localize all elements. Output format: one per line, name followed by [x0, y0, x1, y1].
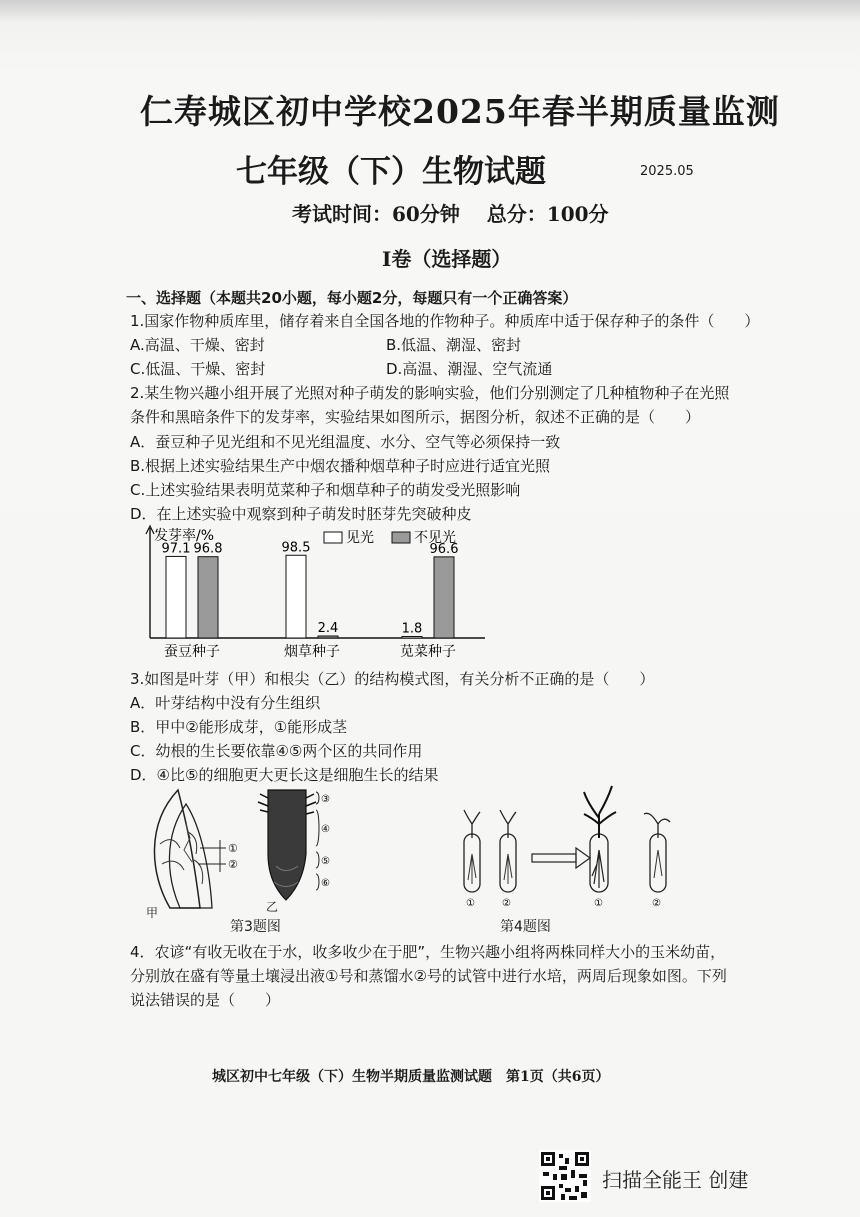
q2-stem-2: 条件和黑暗条件下的发芽率，实验结果如图所示，据图分析，叙述不正确的是（ ） [130, 408, 701, 426]
test-tube-figure [456, 784, 706, 908]
bar-0-0 [166, 556, 186, 638]
bar-value-2-1: 96.6 [429, 541, 459, 557]
tube-2-after [644, 813, 670, 892]
q2-option-d: D．在上述实验中观察到种子萌发时胚芽先突破种皮 [130, 505, 472, 523]
leaf-bud-figure [140, 784, 244, 912]
root-tip-figure [246, 786, 340, 908]
bar-value-1-0: 98.5 [281, 540, 311, 556]
bar-2-1 [434, 557, 454, 638]
category-label-0: 蚕豆种子 [164, 644, 220, 660]
q3-option-c: C．幼根的生长要依靠④⑤两个区的共同作用 [130, 742, 423, 760]
bar-0-1 [198, 557, 218, 638]
tube-1-after [584, 786, 616, 892]
germination-chart [140, 524, 520, 660]
category-label-1: 烟草种子 [284, 644, 340, 660]
scan-shadow [0, 0, 860, 22]
scanner-watermark: 扫描全能王 创建 [602, 1168, 749, 1192]
legend-swatch-1 [392, 532, 410, 543]
category-label-2: 苋菜种子 [400, 644, 456, 660]
root-mark-3: ③ [321, 794, 330, 805]
q3-option-d: D．④比⑤的细胞更大更长这是细胞生长的结果 [130, 766, 439, 784]
q1-option-b: B.低温、潮湿、密封 [386, 336, 522, 354]
bar-2-0 [402, 636, 422, 638]
page-footer: 城区初中七年级（下）生物半期质量监测试题 第1页（共6页） [212, 1069, 610, 1085]
y-axis-label: 发芽率/% [154, 528, 215, 544]
bar-1-1 [318, 636, 338, 638]
exam-info: 考试时间：60分钟 总分：100分 [292, 202, 609, 226]
q3-stem: 3.如图是叶芽（甲）和根尖（乙）的结构模式图，有关分析不正确的是（ ） [130, 670, 655, 688]
arrow-icon [532, 848, 590, 868]
legend-label-1: 不见光 [414, 530, 456, 546]
q2-option-a: A．蚕豆种子见光组和不见光组温度、水分、空气等必须保持一致 [130, 433, 561, 451]
fig3-label: 第3题图 [230, 919, 281, 935]
root-mark-6: ⑥ [321, 878, 330, 889]
jia-label: 甲 [146, 906, 159, 920]
q4-stem-1: 4．农谚“有收无收在于水，收多收少在于肥”，生物兴趣小组将两株同样大小的玉米幼苗， [130, 943, 726, 961]
yi-label: 乙 [266, 900, 279, 914]
q3-option-b: B．甲中②能形成芽，①能形成茎 [130, 718, 348, 736]
tube-2-before [500, 810, 516, 892]
bud-mark-2: ② [228, 858, 238, 871]
q2-option-c: C.上述实验结果表明苋菜种子和烟草种子的萌发受光照影响 [130, 481, 521, 499]
q4-stem-2: 分别放在盛有等量土壤浸出液①号和蒸馏水②号的试管中进行水培，两周后现象如图。下列 [130, 967, 727, 985]
tube-1-before [464, 810, 480, 892]
tube-mark-1: ① [466, 898, 475, 908]
q1-option-d: D.高温、潮湿、空气流通 [386, 360, 553, 378]
q1-option-a: A.高温、干燥、密封 [130, 336, 265, 354]
q1-option-c: C.低温、干燥、密封 [130, 360, 266, 378]
root-mark-4: ④ [321, 824, 330, 835]
bar-1-0 [286, 555, 306, 638]
school-title: 仁寿城区初中学校2025年春半期质量监测 [140, 92, 780, 131]
q2-option-b: B.根据上述实验结果生产中烟农播种烟草种子时应进行适宜光照 [130, 457, 551, 475]
q4-stem-3: 说法错误的是（ ） [130, 991, 281, 1009]
qr-code-icon [539, 1150, 591, 1202]
instructions: 一、选择题（本题共20小题，每小题2分，每题只有一个正确答案） [126, 289, 578, 307]
tube-mark-2: ② [502, 898, 511, 908]
section-title: Ⅰ卷（选择题） [382, 247, 512, 271]
paper-title: 七年级（下）生物试题 [236, 154, 546, 190]
q3-option-a: A．叶芽结构中没有分生组织 [130, 694, 321, 712]
bar-value-0-0: 97.1 [161, 541, 191, 557]
root-mark-5: ⑤ [321, 856, 330, 867]
bar-value-1-1: 2.4 [317, 620, 339, 636]
q2-stem-1: 2.某生物兴趣小组开展了光照对种子萌发的影响实验，他们分别测定了几种植物种子在光照 [130, 384, 730, 402]
tube-mark-4: ② [652, 898, 661, 908]
legend-label-0: 见光 [346, 530, 374, 546]
bud-mark-1: ① [228, 842, 238, 855]
exam-date: 2025.05 [640, 164, 694, 179]
bar-value-0-1: 96.8 [193, 541, 223, 557]
legend-swatch-0 [324, 532, 342, 543]
bar-value-2-0: 1.8 [401, 621, 423, 637]
tube-mark-3: ① [594, 898, 603, 908]
q1-stem: 1.国家作物种质库里，储存着来自全国各地的作物种子。种质库中适于保存种子的条件（ ） [130, 312, 760, 330]
fig4-label: 第4题图 [500, 919, 551, 935]
